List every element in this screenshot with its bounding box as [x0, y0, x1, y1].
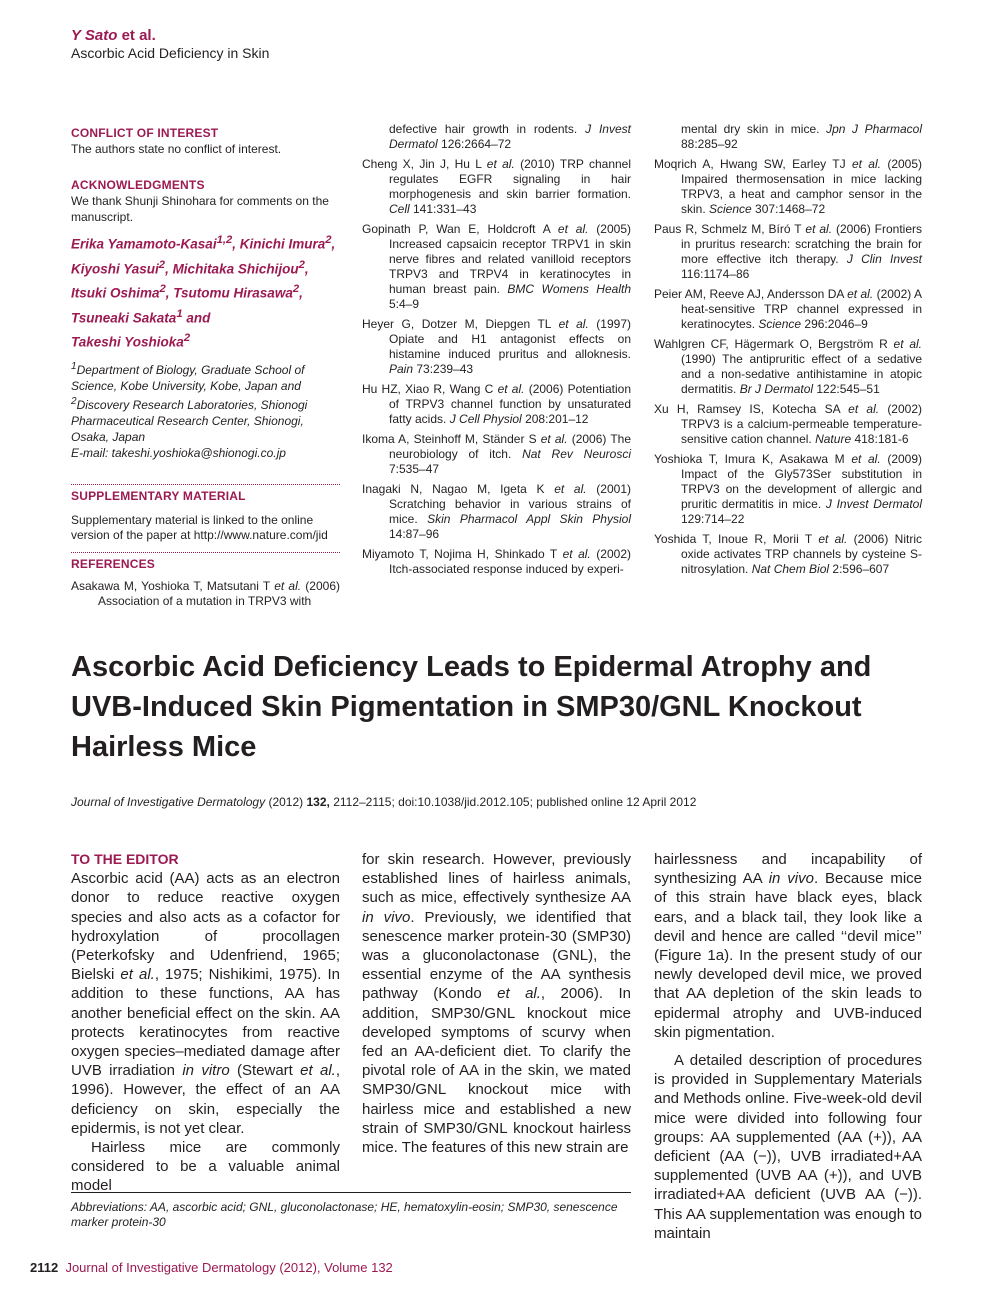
acknowledgments-text: We thank Shunji Shinohara for comments on the manuscript.	[71, 194, 329, 224]
reference-item: Xu H, Ramsey IS, Kotecha SA et al. (2002) TRPV3 is a calcium-permeable temperature-sensitive cation channel. Nature 418:181-6	[654, 402, 922, 446]
reference-item: Yoshida T, Inoue R, Morii T et al. (2006) Nitric oxide activates TRP channels by cysteine S-nitrosylation. Nat Chem Biol 2:596–607	[654, 532, 923, 576]
affiliation-line: Pharmaceutical Research Center, Shionogi,	[71, 413, 304, 428]
reference-item: Hu HZ, Xiao R, Wang C et al. (2006) Potentiation of TRPV3 channel function by unsaturated fatty acids. J Cell Physiol 208:201–12	[362, 382, 631, 426]
running-author: Y Sato et al.	[71, 27, 156, 44]
author-line: Takeshi Yoshioka$^2$	[71, 332, 191, 350]
backmatter-column	[71, 126, 340, 614]
references-column-3	[654, 122, 922, 582]
reference-item: Ikoma A, Steinhoff M, Ständer S et al. (2006) The neurobiology of itch. Nat Rev Neurosci 7:535–47	[362, 432, 631, 476]
conflict-heading: CONFLICT OF INTEREST	[71, 126, 219, 140]
reference-item: Cheng X, Jin J, Hu L et al. (2010) TRP channel regulates EGFR signaling in hair morphogenesis and skin barrier formation. Cell 141:331–43	[362, 157, 632, 216]
divider	[71, 552, 340, 553]
running-title: Ascorbic Acid Deficiency in Skin	[71, 45, 270, 61]
body-column-1	[71, 850, 340, 1196]
author-list	[71, 230, 340, 353]
footer-journal: Journal of Investigative Dermatology (2012), Volume 132	[65, 1260, 393, 1275]
reference-item: Yoshioka T, Imura K, Asakawa M et al. (2009) Impact of the Gly573Ser substitution in TRPV3 on the development of allergic and pruritic dermatitis in mice. J Invest Dermatol 129:714–22	[654, 452, 923, 526]
affiliations	[71, 359, 340, 461]
acknowledgments-heading: ACKNOWLEDGMENTS	[71, 178, 205, 193]
article-title: Ascorbic Acid Deficiency Leads to Epidermal Atrophy and UVB-Induced Skin Pigmentation in SMP30/GNL Knockout Hairless Mice	[71, 651, 872, 763]
body-paragraph: for skin research. However, previously established lines of hairless animals, such as mice, effectively synthesize AA in vivo. Previously, we identified that senescence marker protein-30 (SMP30) was a gluconolactonase (GNL), the essential enzyme of the AA synthesis pathway (Kondo et al., 2006). In addition, SMP30/GNL knockout mice developed symptoms of scurvy when fed an AA-deficient diet. To clarify the pivotal role of AA in the skin, we mated SMP30/GNL knockout mice with hairless mice and established a new strain of SMP30/GNL knockout hairless mice. The features of this new strain are	[362, 851, 632, 1157]
reference-item: Inagaki N, Nagao M, Igeta K et al. (2001) Scratching behavior in various strains of mice. Skin Pharmacol Appl Skin Physiol 14:87–96	[362, 482, 631, 541]
reference-item: Peier AM, Reeve AJ, Andersson DA et al. (2002) A heat-sensitive TRP channel expressed in keratinocytes. Science 296:2046–9	[654, 287, 922, 331]
reference-item: Miyamoto T, Nojima H, Shinkado T et al. (2002) Itch-associated response induced by experi-	[362, 547, 631, 576]
author-line: Tsuneaki Sakata$^1$ and	[71, 307, 211, 326]
body-paragraph: A detailed description of procedures is provided in Supplementary Materials and Methods online. Five-week-old devil mice were divided into following four groups: AA supplemented (AA (+)), AA deficient (AA (−)), UVB irradiated+AA supplemented (UVB AA (+)), and UVB irradiated+AA deficient (UVB AA (−)). This AA supplementation was enough to maintain	[654, 1052, 922, 1242]
page-number: 2112	[30, 1260, 59, 1275]
body-paragraph: Ascorbic acid (AA) acts as an electron donor to reduce reactive oxygen species and also acts as a cofactor for hydroxylation of procollagen (Peterkofsky and Udenfriend, 1965; Bielski et al., 1975; Nishikimi, 1975). In addition to these functions, AA has another beneficial effect on the skin. AA protects keratinocytes from reactive oxygen species–mediated damage after UVB irradiation in vitro (Stewart et al., 1996). However, the effect of an AA deficiency on skin, especially the epidermis, is not yet clear.	[71, 870, 340, 1137]
article-citation: Journal of Investigative Dermatology (2012) 132, 2112–2115; doi:10.1038/jid.2012.105; published online 12 April 2012	[71, 795, 697, 809]
email-line: E-mail: takeshi.yoshioka@shionogi.co.jp	[71, 445, 286, 460]
conflict-text: The authors state no conflict of interest.	[71, 142, 282, 156]
reference-item: mental dry skin in mice. Jpn J Pharmacol 88:285–92	[681, 122, 922, 151]
affiliation-line: Science, Kobe University, Kobe, Japan and	[71, 378, 301, 393]
section-heading: TO THE EDITOR	[71, 851, 179, 867]
footnote-rule	[71, 1192, 631, 1193]
reference-item: Moqrich A, Hwang SW, Earley TJ et al. (2005) Impaired thermosensation in mice lacking TRPV3, a heat and camphor sensor in the skin. Science 307:1468–72	[654, 157, 923, 216]
author-line: Kiyoshi Yasui$^2$, Michitaka Shichijou$^2$,	[71, 258, 309, 277]
divider	[71, 484, 340, 485]
body-paragraph: hairlessness and incapability of synthesizing AA in vivo. Because mice of this strain have black eyes, black ears, and a black tail, they look like a devil and hence are called ‘‘devil mice’’ (Figure 1a). In the present study of our newly developed devil mice, we proved that AA depletion of the skin leads to epidermal atrophy and UVB-induced skin pigmentation.	[654, 851, 923, 1041]
references-heading: REFERENCES	[71, 556, 156, 571]
page-footer	[30, 1260, 393, 1275]
reference-item: Paus R, Schmelz M, Bíró T et al. (2006) Frontiers in pruritus research: scratching the brain for more effective itch therapy. J Clin Invest 116:1174–86	[654, 222, 923, 281]
reference-item: Gopinath P, Wan E, Holdcroft A et al. (2005) Increased capsaicin receptor TRPV1 in skin nerve fibres and related vanilloid receptors TRPV3 and TRPV4 in keratinocytes in human breast pain. BMC Womens Health 5:4–9	[362, 222, 631, 311]
abbreviations-footnote: Abbreviations: AA, ascorbic acid; GNL, gluconolactonase; HE, hematoxylin-eosin; SMP30, senescence marker protein-30	[71, 1200, 618, 1229]
reference-item: defective hair growth in rodents. J Invest Dermatol 126:2664–72	[389, 122, 631, 151]
body-column-3	[654, 850, 922, 1243]
affiliation-line: $^2$Discovery Research Laboratories, Shionogi	[71, 395, 308, 412]
reference-item: Wahlgren CF, Hägermark O, Bergström R et al. (1990) The antipruritic effect of a sedative and a non-sedative antihistamine in atopic dermatitis. Br J Dermatol 122:545–51	[654, 337, 922, 396]
body-column-2	[362, 850, 631, 1157]
author-line: Itsuki Oshima$^2$, Tsutomu Hirasawa$^2$,	[71, 283, 303, 301]
supplementary-heading: SUPPLEMENTARY MATERIAL	[71, 488, 246, 503]
affiliation-line: $^1$Department of Biology, Graduate School of	[71, 360, 305, 377]
supplementary-text: Supplementary material is linked to the online version of the paper at http://www.nature.com/jid	[71, 512, 328, 543]
references-column-2	[362, 122, 631, 582]
body-paragraph: Hairless mice are commonly considered to be a valuable animal model	[71, 1139, 340, 1195]
reference-item: Asakawa M, Yoshioka T, Matsutani T et al. (2006) Association of a mutation in TRPV3 with	[71, 578, 340, 608]
affiliation-line: Osaka, Japan	[71, 429, 146, 444]
reference-item: Heyer G, Dotzer M, Diepgen TL et al. (1997) Opiate and H1 antagonist effects on histamine induced pruritus and alloknesis. Pain 73:239–43	[362, 317, 631, 376]
author-line: Erika Yamamoto-Kasai$^{1,2}$, Kinichi Imura$^2$,	[71, 234, 336, 252]
